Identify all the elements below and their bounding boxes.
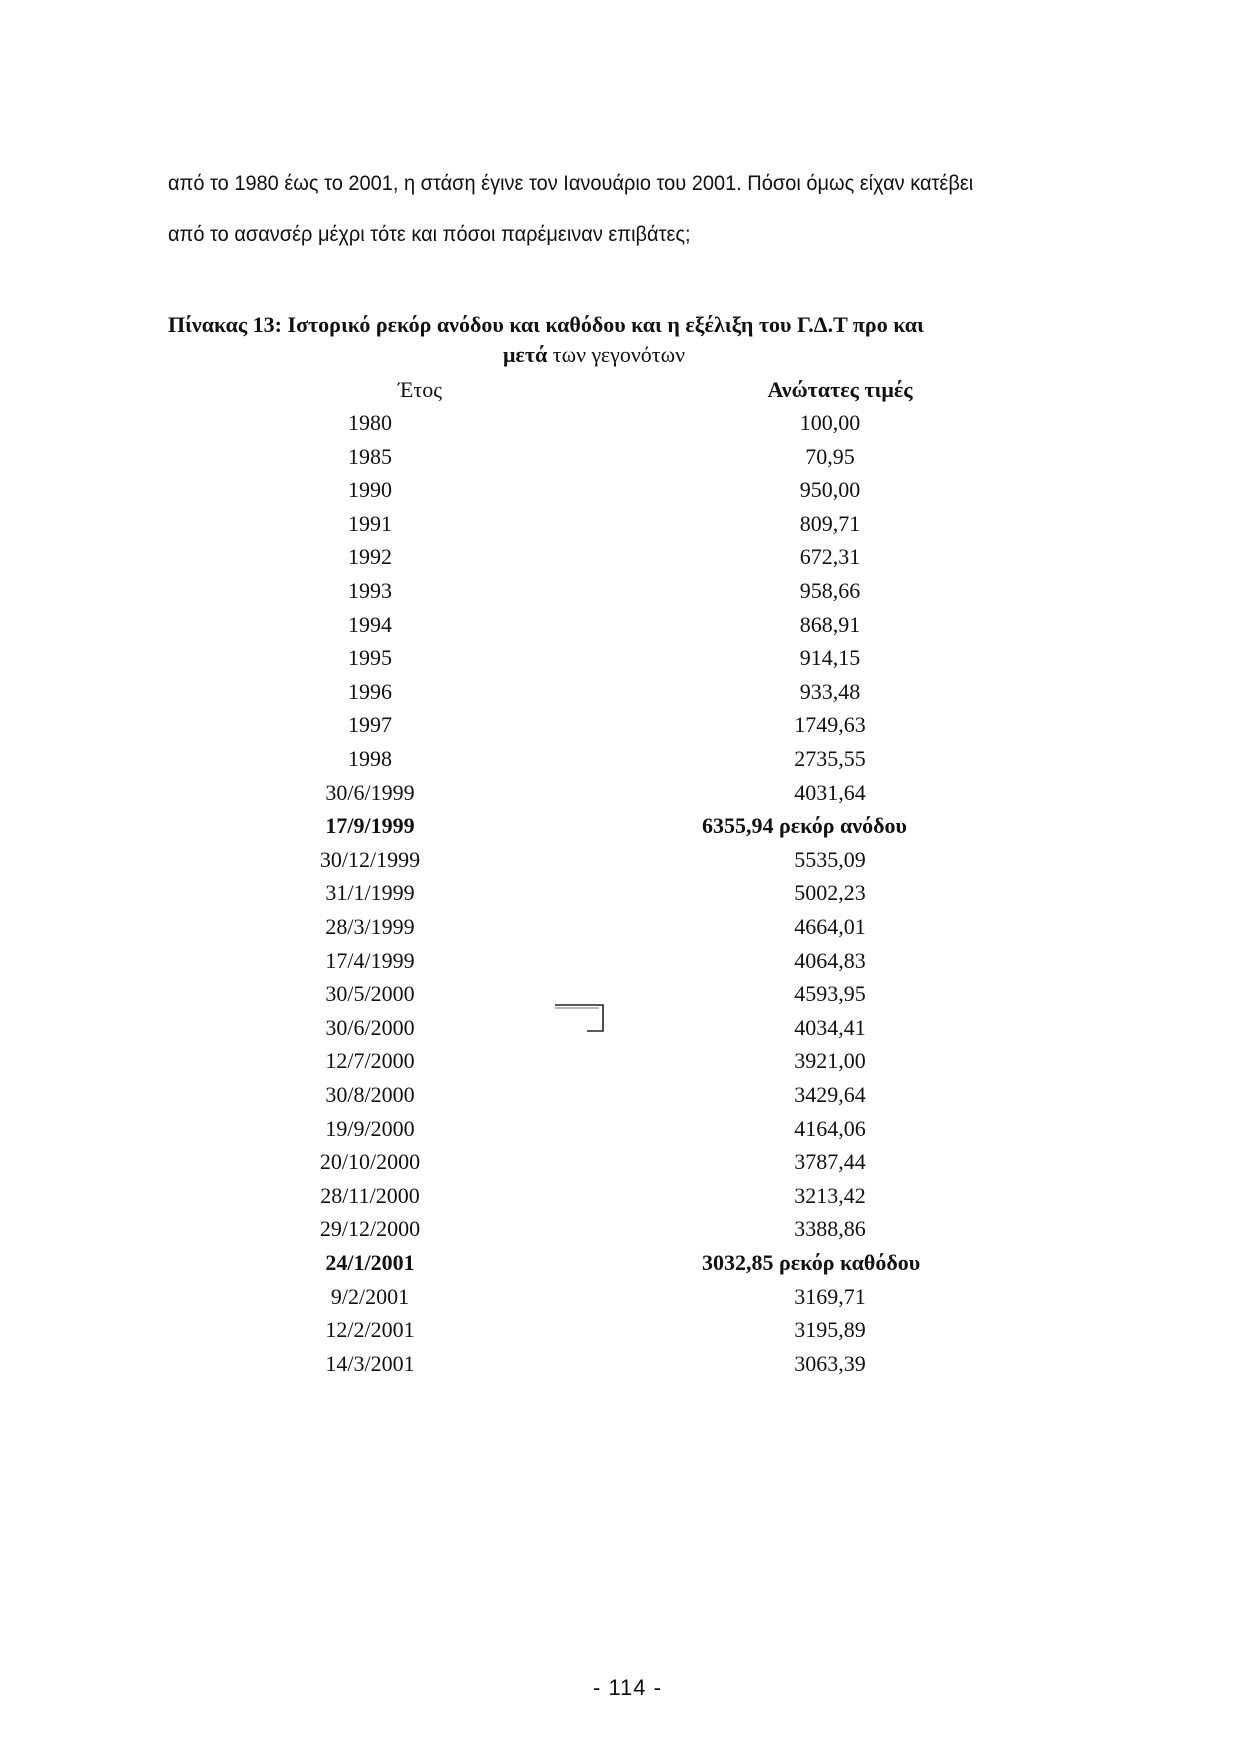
row-value: 933,48 <box>799 679 861 704</box>
row-year: 24/1/2001 <box>325 1250 415 1275</box>
row-year: 17/9/1999 <box>325 813 415 838</box>
row-value: 3063,39 <box>794 1351 866 1376</box>
row-value: 3388,86 <box>794 1216 866 1241</box>
row-value: 3429,64 <box>794 1082 866 1107</box>
row-value: 1749,63 <box>794 712 866 737</box>
header-max-values: Ανώτατες τιμές <box>767 377 913 402</box>
row-value: 70,95 <box>805 444 855 469</box>
row-year: 12/2/2001 <box>325 1317 415 1342</box>
row-value: 4034,41 <box>794 1015 866 1040</box>
row-value: 3195,89 <box>794 1317 866 1342</box>
row-value-number: 3032,85 <box>702 1250 774 1275</box>
row-value: 809,71 <box>799 511 861 536</box>
row-value <box>702 1248 1022 1278</box>
row-value: 4064,83 <box>794 948 866 973</box>
row-year: 30/6/2000 <box>325 1015 415 1040</box>
row-value-number: 6355,94 <box>702 813 774 838</box>
row-value: 5535,09 <box>794 847 866 872</box>
row-value: 2735,55 <box>794 746 866 771</box>
row-value: 868,91 <box>799 612 861 637</box>
row-year: 1980 <box>348 410 392 435</box>
row-value: 4164,06 <box>794 1116 866 1141</box>
row-year: 1994 <box>348 612 392 637</box>
row-value: 3169,71 <box>794 1284 866 1309</box>
row-year: 30/6/1999 <box>325 780 415 805</box>
caption-line-2-bold: μετά <box>502 342 548 367</box>
row-year: 1998 <box>348 746 392 771</box>
row-value <box>702 811 1022 841</box>
row-year: 31/1/1999 <box>325 880 415 905</box>
row-value: 100,00 <box>799 410 861 435</box>
scan-artifact-mark <box>555 1003 606 1033</box>
row-year: 30/12/1999 <box>319 847 421 872</box>
row-year: 1991 <box>348 511 392 536</box>
intro-line-2: από το ασανσέρ μέχρι τότε και πόσοι παρέμειναν επιβάτες; <box>168 222 691 246</box>
header-year: Έτος <box>398 377 442 402</box>
row-value: 3213,42 <box>794 1183 866 1208</box>
row-record-note: ρεκόρ καθόδου <box>779 1250 921 1275</box>
row-year: 9/2/2001 <box>330 1284 410 1309</box>
row-year: 1997 <box>348 712 392 737</box>
row-year: 20/10/2000 <box>319 1149 421 1174</box>
caption-line-2-rest: των γεγονότων <box>547 342 686 367</box>
row-value: 4593,95 <box>794 981 866 1006</box>
row-year: 1992 <box>348 544 392 569</box>
row-year: 12/7/2000 <box>325 1048 415 1073</box>
row-value: 3921,00 <box>794 1048 866 1073</box>
row-record-note: ρεκόρ ανόδου <box>779 813 907 838</box>
row-year: 17/4/1999 <box>325 948 415 973</box>
row-year: 28/3/1999 <box>325 914 415 939</box>
row-value: 4031,64 <box>794 780 866 805</box>
row-year: 1990 <box>348 477 392 502</box>
row-year: 29/12/2000 <box>319 1216 421 1241</box>
row-year: 14/3/2001 <box>325 1351 415 1376</box>
row-value: 914,15 <box>799 645 861 670</box>
row-value: 5002,23 <box>794 880 866 905</box>
row-year: 1995 <box>348 645 392 670</box>
row-value: 958,66 <box>799 578 861 603</box>
row-year: 28/11/2000 <box>320 1183 420 1208</box>
row-year: 1985 <box>348 444 392 469</box>
row-value: 950,00 <box>799 477 861 502</box>
row-year: 19/9/2000 <box>325 1116 415 1141</box>
row-year: 30/8/2000 <box>325 1082 415 1107</box>
row-value: 3787,44 <box>794 1149 866 1174</box>
row-value: 672,31 <box>799 544 861 569</box>
page-number: - 114 - <box>593 1675 662 1700</box>
row-year: 1996 <box>348 679 392 704</box>
row-value: 4664,01 <box>794 914 866 939</box>
caption-line-1: Πίνακας 13: Ιστορικό ρεκόρ ανόδου και καθόδου και η εξέλιξη του Γ.Δ.Τ προ και <box>168 312 924 337</box>
intro-line-1: από το 1980 έως το 2001, η στάση έγινε τον Ιανουάριο του 2001. Πόσοι όμως είχαν κατέβει <box>168 171 974 195</box>
row-year: 30/5/2000 <box>325 981 415 1006</box>
row-year: 1993 <box>348 578 392 603</box>
